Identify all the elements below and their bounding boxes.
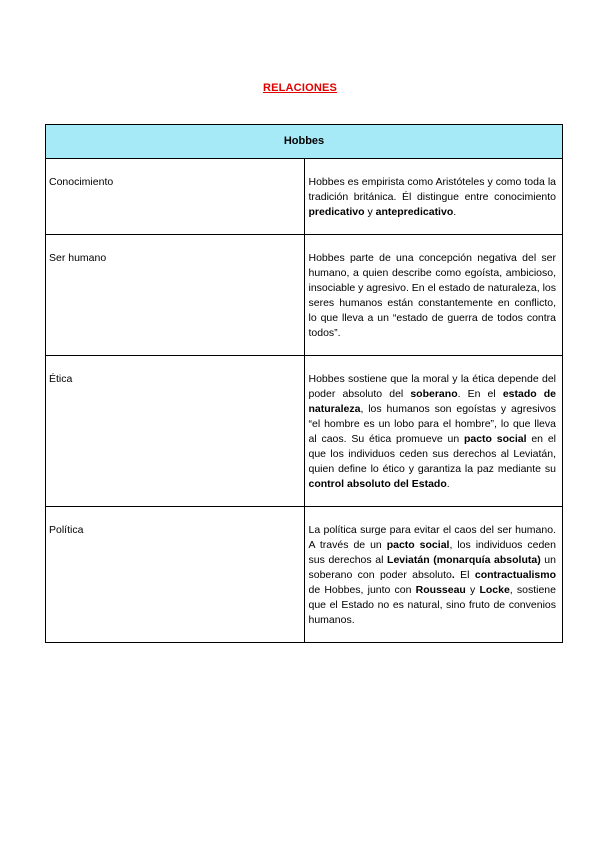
bold-text-run: .: [451, 569, 455, 581]
row-content-conocimiento: [304, 159, 563, 235]
bold-text-run: Locke: [479, 584, 510, 596]
text-run: en el que los individuos ceden sus derechos al Leviatán, quien define lo ético y garantiza la paz mediante su: [308, 433, 556, 475]
bold-text-run: Leviatán (monarquía absoluta): [387, 554, 541, 566]
text-run: Hobbes es empirista como Aristóteles y como toda la tradición británica. Él distingue entre conocimiento: [308, 176, 556, 203]
text-run: El: [454, 569, 475, 581]
text-run: Hobbes sostiene que la moral y la ética depende del poder absoluto del: [308, 373, 556, 400]
table-row: [46, 356, 563, 507]
text-run: y: [465, 584, 480, 596]
table-header-row: [46, 125, 563, 159]
text-run: . En el: [457, 388, 503, 400]
text-run: , los individuos ceden sus derechos al: [308, 539, 556, 566]
row-content-politica: [304, 507, 563, 643]
relations-table: [45, 124, 563, 643]
text-run: Hobbes parte de una concepción negativa del ser humano, a quien describe como egoísta, ambicioso, insociable y agresivo. En el estado de naturaleza, los seres humanos están constantemente en conflicto, lo que lleva a un “estado de guerra de todos contra todos”.: [308, 252, 556, 339]
page-title: RELACIONES: [262, 82, 338, 94]
text-run: La política surge para evitar el caos del ser humano. A través de un: [308, 524, 556, 551]
bold-text-run: estado de naturaleza: [308, 388, 556, 415]
row-content-ser-humano: [304, 235, 563, 356]
row-label-etica: Ética: [46, 356, 305, 507]
table-header: Hobbes: [46, 125, 563, 159]
row-label-conocimiento: Conocimiento: [46, 159, 305, 235]
bold-text-run: contractualismo: [474, 569, 556, 581]
text-run: y: [364, 206, 376, 218]
table-row: [46, 507, 563, 643]
text-run: , los humanos son egoístas y agresivos “el hombre es un lobo para el hombre”, lo que lleva al caos. Su ética promueve un: [308, 403, 556, 445]
table-row: [46, 235, 563, 356]
text-run: , sostiene que el Estado no es natural, sino fruto de convenios humanos.: [308, 584, 556, 626]
bold-text-run: pacto social: [463, 433, 527, 445]
row-content-etica: [304, 356, 563, 507]
bold-text-run: Rousseau: [415, 584, 466, 596]
bold-text-run: antepredicativo: [375, 206, 454, 218]
row-label-politica: Política: [46, 507, 305, 643]
bold-text-run: pacto social: [386, 539, 450, 551]
text-run: .: [453, 206, 457, 218]
text-run: .: [446, 478, 450, 490]
text-run: de Hobbes, junto con: [308, 584, 416, 596]
text-run: un soberano con poder absoluto: [308, 554, 556, 581]
bold-text-run: control absoluto del Estado: [308, 478, 447, 490]
bold-text-run: predicativo: [308, 206, 365, 218]
row-label-ser-humano: Ser humano: [46, 235, 305, 356]
bold-text-run: soberano: [410, 388, 458, 400]
table-row: [46, 159, 563, 235]
